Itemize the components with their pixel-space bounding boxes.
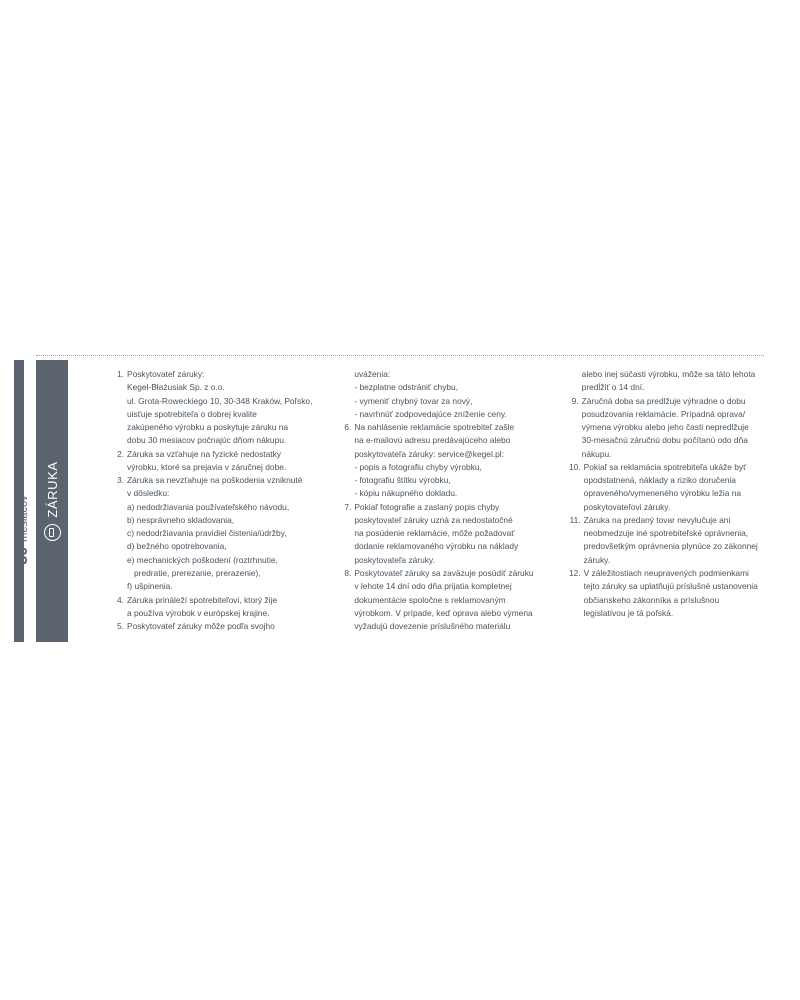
clause-line: predĺžiť o 14 dní. [581,382,645,393]
clause-line: c) nedodržiavania pravidiel čistenia/údržby, [127,528,287,539]
warranty-clause [112,368,317,381]
clause-number: 5. [117,621,124,632]
clause-text: Záruka sa vzťahuje na fyzické nedostatky [127,448,281,459]
warranty-clause [339,567,544,580]
clause-line: - popis a fotografiu chyby výrobku, [354,461,482,472]
clause-text: Poskytovateľ záruky môže podľa svojho [127,621,275,632]
warranty-column [339,368,544,633]
warranty-text-columns [112,368,772,633]
clause-line: poskytovateľovi záruky. [583,501,671,512]
warranty-duration [14,460,34,600]
clause-line: Kegel-Błażusiak Sp. z o.o. [127,382,225,393]
clause-text: Poskytovateľ záruky: [127,369,205,379]
clause-line: predovšetkým oprávnenia plynúce zo zákonnej [583,541,758,552]
clause-number: 2. [117,448,124,459]
clause-line: 30-mesačnú záručnú dobu počítanú odo dňa [581,435,748,446]
clause-number: 7. [344,501,352,512]
clause-line: v dôsledku: [127,488,170,499]
clause-number: 6. [344,422,352,433]
clause-line: poskytovateľa záruky: service@kegel.pl: [354,448,504,459]
clause-text: Záruka sa nevzťahuje na poškodenia vzniknuté [127,475,303,486]
warranty-tab-label: ZÁRUKA [44,461,60,518]
clause-line: záruky. [583,554,611,565]
clause-number: 3. [117,475,124,486]
clause-text: Poskytovateľ záruky sa zaväzuje posúdiť záruku [354,567,534,578]
top-divider [36,355,764,357]
clause-line: dokumentácie spoločne s reklamovaným [354,594,506,605]
clause-line: - fotografiu štítku výrobku, [354,475,451,486]
clause-text: Pokiaľ fotografie a zaslaný popis chyby [354,501,500,512]
warranty-duration-number: 30 [14,546,31,565]
clause-line: poskytovateľ záruky uzná za nedostatočné [354,514,513,525]
clause-line: dodanie reklamovaného výrobku na náklady [354,541,519,552]
clause-line: predratie, prerezanie, prerazenie), [134,567,261,578]
clause-line: d) bežného opotrebovania, [127,541,227,552]
clause-line: e) mechanických poškodení (roztrhnutie, [127,554,278,565]
clause-line: legislatívou je tá poľská. [583,607,674,618]
warranty-badge-icon [44,524,61,541]
clause-number: 4. [117,594,124,605]
clause-text: Na nahlásenie reklamácie spotrebiteľ zašle [354,422,515,433]
clause-line: na e-mailovú adresu predávajúceho alebo [354,435,511,446]
clause-line: f) ušpinenia. [127,581,173,592]
clause-number: 10. [569,461,581,472]
warranty-duration-unit: mesiacov [18,495,30,542]
clause-line: neobmedzuje iné spotrebiteľské oprávnenia, [583,528,749,539]
clause-line: a používa výrobok v európskej krajine. [127,607,270,618]
clause-text: Záručná doba sa predlžuje výhradne o dobu [581,395,746,406]
clause-number: 11. [569,514,581,525]
clause-line: - navrhnúť zodpovedajúce zníženie ceny. [354,408,507,419]
clause-line: uisťuje spotrebiteľa o dobrej kvalite [127,408,257,419]
warranty-clause [567,567,772,580]
clause-line: posudzovania reklamácie. Prípadná oprava/ [581,408,746,419]
clause-line: opraveného/vymeneného výrobku ležia na [583,488,742,499]
warranty-clause [339,501,544,514]
warranty-clause [112,474,317,487]
clause-line: poskytovateľa záruky. [354,554,435,565]
warranty-clause [339,421,544,434]
clause-text: Záruka na predaný tovar nevylučuje ani [583,514,731,525]
clause-text: Záruka prináleží spotrebiteľovi, ktorý žije [127,594,277,605]
warranty-clause [567,514,772,527]
clause-number: 12. [569,567,581,578]
warranty-clause [112,448,317,461]
warranty-column [112,368,317,633]
clause-line: nákupu. [581,448,612,459]
clause-line: alebo inej súčasti výrobku, môže sa táto lehota [581,369,756,379]
clause-line: b) nesprávneho skladovania, [127,514,235,525]
clause-line: výrobku, ktoré sa prejavia v záručnej dobe. [127,461,287,472]
clause-line: - bezplatne odstrániť chybu, [354,382,459,393]
clause-number: 9. [571,395,579,406]
clause-text: Pokiaľ sa reklamácia spotrebiteľa ukáže byť [583,461,747,472]
clause-line: ul. Grota-Roweckiego 10, 30-348 Kraków, Poľsko, [127,395,313,406]
clause-number: 1. [117,369,124,379]
warranty-clause [112,620,317,633]
warranty-clause [567,461,772,474]
clause-line: občianskeho zákonníka a príslušnou [583,594,720,605]
clause-number: 8. [344,567,352,578]
clause-line: na posúdenie reklamácie, môže požadovať [354,528,515,539]
clause-text: V záležitostiach neupravených podmienkami [583,567,749,578]
clause-line: - kópiu nákupného dokladu. [354,488,458,499]
clause-line: uváženia: [354,369,391,379]
clause-line: tejto záruky sa uplatňujú príslušné ustanovenia [583,581,758,592]
warranty-tab [36,360,68,642]
warranty-clause [112,594,317,607]
warranty-clause [567,395,772,408]
clause-line: dobu 30 mesiacov počnajúc dňom nákupu. [127,435,287,446]
clause-line: a) nedodržiavania používateľského návodu, [127,501,290,512]
clause-line: - vymeniť chybný tovar za nový, [354,395,473,406]
clause-line: výrobkom. V prípade, keď oprava alebo výmena [354,607,533,618]
clause-line: vyžadujú dovezenie príslušného materiálu [354,621,511,632]
warranty-column [567,368,772,633]
clause-line: opodstatnená, náklady a riziko doručenia [583,475,736,486]
clause-line: zakúpeného výrobku a poskytuje záruku na [127,422,289,433]
clause-line: výmena výrobku alebo jeho časti nepredlžuje [581,422,749,433]
clause-line: v lehote 14 dní odo dňa prijatia kompletnej [354,581,512,592]
